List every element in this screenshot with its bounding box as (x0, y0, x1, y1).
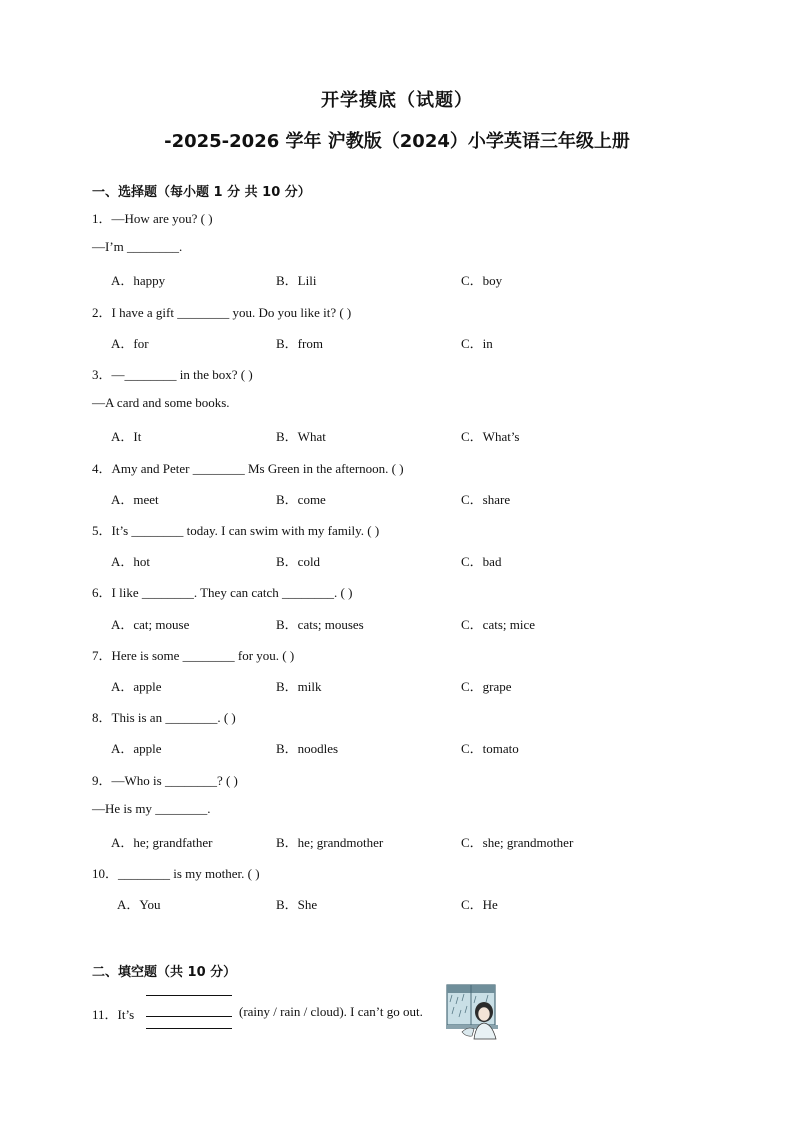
question-number: 5． (92, 523, 112, 538)
option-b: B．from (276, 336, 323, 351)
page-subtitle: -2025-2026 学年 沪教版（2024）小学英语三年级上册 (164, 131, 630, 152)
option-a: A．meet (111, 492, 159, 507)
page-title: 开学摸底（试题） (321, 90, 473, 111)
option-a: A．cat; mouse (111, 617, 190, 632)
question-8 (92, 707, 236, 726)
question-text: Amy and Peter ________ Ms Green in the afternoon. ( ) (111, 461, 404, 476)
option-a: A．It (111, 429, 142, 444)
option-c: C．He (461, 897, 498, 912)
question-text: I have a gift ________ you. Do you like it? ( ) (111, 305, 352, 320)
writing-line-1 (146, 995, 232, 996)
option-a: A．he; grandfather (111, 835, 213, 850)
question-number: 11． (92, 1007, 118, 1022)
option-b: B．come (276, 492, 326, 507)
question-number: 6． (92, 585, 112, 600)
section-heading-choice: 一、选择题（每小题 1 分 共 10 分） (92, 185, 311, 200)
question-text: —________ in the box? ( ) (111, 367, 253, 382)
question-5 (92, 520, 379, 539)
option-c: C．she; grandmother (461, 835, 574, 850)
option-b: B．What (276, 429, 326, 444)
question-1 (92, 208, 213, 227)
option-b: B．milk (276, 679, 322, 694)
question-3 (92, 364, 253, 383)
question-1-line-2: —I’m ________. (92, 239, 183, 254)
question-number: 7． (92, 648, 112, 663)
option-b: B．he; grandmother (276, 835, 384, 850)
option-a: A．for (111, 336, 149, 351)
question-text: I like ________. They can catch ________. ( ) (111, 585, 353, 600)
question-6 (92, 582, 352, 601)
question-text: Here is some ________ for you. ( ) (111, 648, 295, 663)
question-text: This is an ________. ( ) (111, 710, 236, 725)
question-text: It’s (117, 1007, 135, 1022)
question-10 (92, 863, 260, 882)
option-b: B．noodles (276, 741, 339, 756)
writing-line-2 (146, 1016, 232, 1017)
option-c: C．cats; mice (461, 617, 536, 632)
question-number: 2． (92, 305, 112, 320)
option-c: C．share (461, 492, 511, 507)
option-b: B．Lili (276, 273, 317, 288)
question-9-line-2: —He is my ________. (92, 801, 211, 816)
option-b: B．She (276, 897, 318, 912)
option-b: B．cold (276, 554, 321, 569)
question-11-suffix: (rainy / rain / cloud). I can’t go out. (239, 1004, 423, 1019)
question-number: 1． (92, 211, 112, 226)
option-c: C．boy (461, 273, 503, 288)
option-c: C．bad (461, 554, 502, 569)
girl-at-rainy-window-picture (444, 982, 502, 1040)
rainy-window-illustration-icon (444, 982, 502, 1040)
option-a: A．happy (111, 273, 166, 288)
writing-line-3 (146, 1028, 232, 1029)
option-a: A．apple (111, 679, 162, 694)
question-text: ________ is my mother. ( ) (118, 866, 260, 881)
option-c: C．grape (461, 679, 512, 694)
option-b: B．cats; mouses (276, 617, 364, 632)
question-9 (92, 770, 238, 789)
question-number: 8． (92, 710, 112, 725)
question-number: 3． (92, 367, 112, 382)
question-7 (92, 645, 294, 664)
question-number: 9． (92, 773, 112, 788)
question-2 (92, 302, 351, 321)
option-c: C．tomato (461, 741, 519, 756)
question-number: 10． (92, 866, 119, 881)
option-c: C．What’s (461, 429, 520, 444)
question-11-prefix (92, 1004, 134, 1023)
option-a: A．You (117, 897, 161, 912)
option-a: A．apple (111, 741, 162, 756)
option-a: A．hot (111, 554, 151, 569)
question-4 (92, 458, 404, 477)
question-3-line-2: —A card and some books. (92, 395, 230, 410)
question-text: —How are you? ( ) (111, 211, 213, 226)
option-c: C．in (461, 336, 493, 351)
question-text: —Who is ________? ( ) (111, 773, 238, 788)
question-number: 4． (92, 461, 112, 476)
question-text: It’s ________ today. I can swim with my family. ( ) (111, 523, 380, 538)
section-heading-fill: 二、填空题（共 10 分） (92, 965, 237, 980)
